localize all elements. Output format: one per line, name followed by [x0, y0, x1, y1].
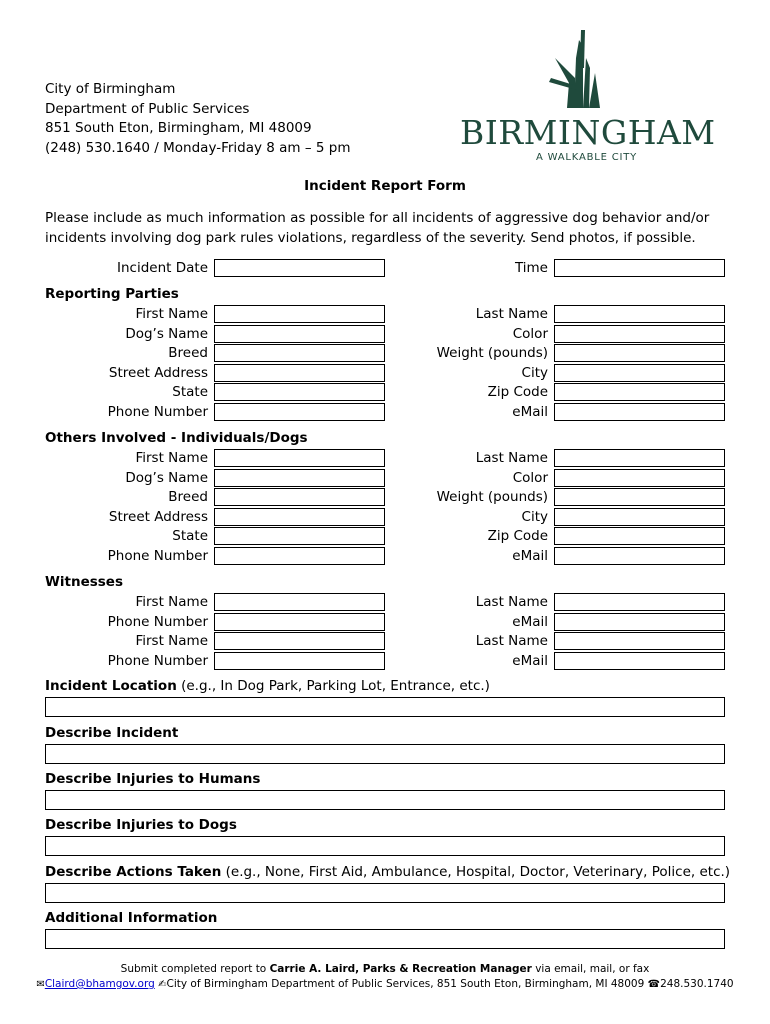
incident-date-label: Incident Date	[117, 260, 208, 276]
describe-actions-taken-field[interactable]	[45, 883, 725, 903]
others-weight-pounds-field-3[interactable]	[554, 488, 725, 506]
logo-tagline: A WALKABLE CITY	[536, 152, 638, 163]
reporting-zip-code-field-5[interactable]	[554, 383, 725, 401]
incident-date-field[interactable]	[214, 259, 385, 277]
reporting-breed-field-3[interactable]	[214, 344, 385, 362]
fax-number: 248.530.1740	[660, 978, 734, 990]
additional-information-field[interactable]	[45, 929, 725, 949]
grass-icon	[455, 28, 720, 113]
describe-injuries-to-dogs-label: Describe Injuries to Dogs	[45, 817, 237, 833]
reporting-first-name-field-1[interactable]	[214, 305, 385, 323]
describe-injuries-to-dogs-field[interactable]	[45, 836, 725, 856]
describe-actions-taken-label: Describe Actions Taken	[45, 864, 222, 880]
reporting-color-label-2: Color	[512, 325, 548, 342]
email-icon: ✉	[36, 979, 45, 990]
describe-incident-heading	[45, 725, 178, 741]
describe-injuries-to-dogs-heading	[45, 817, 237, 833]
reporting-color-field-2[interactable]	[554, 325, 725, 343]
reporting-state-field-5[interactable]	[214, 383, 385, 401]
others-state-field-5[interactable]	[214, 527, 385, 545]
others-color-label-2: Color	[512, 469, 548, 486]
reporting-zip-code-label-5: Zip Code	[487, 384, 548, 400]
describe-actions-taken-heading	[45, 864, 730, 880]
witness-phone-number-field-4[interactable]	[214, 652, 385, 670]
others-breed-label-3: Breed	[168, 489, 208, 505]
reporting-city-field-4[interactable]	[554, 364, 725, 382]
others-phone-number-field-6[interactable]	[214, 547, 385, 565]
reporting-weight-pounds-field-3[interactable]	[554, 344, 725, 362]
witness-email-label-4: eMail	[512, 652, 548, 669]
others-email-field-6[interactable]	[554, 547, 725, 565]
reporting-state-label-5: State	[172, 384, 208, 400]
others-first-name-field-1[interactable]	[214, 449, 385, 467]
others-zip-code-label-5: Zip Code	[487, 528, 548, 544]
others-involved-heading: Others Involved - Individuals/Dogs	[45, 430, 308, 446]
witness-last-name-label-1: Last Name	[475, 594, 548, 610]
witness-first-name-field-1[interactable]	[214, 593, 385, 611]
others-dogs-name-label-2: Dog’s Name	[125, 469, 208, 486]
others-last-name-field-1[interactable]	[554, 449, 725, 467]
header-address-block	[45, 80, 351, 158]
witness-email-field-4[interactable]	[554, 652, 725, 670]
reporting-weight-pounds-label-3: Weight (pounds)	[436, 345, 548, 361]
witness-last-name-field-3[interactable]	[554, 632, 725, 650]
phone-hours: (248) 530.1640 / Monday-Friday 8 am – 5 pm	[45, 139, 351, 156]
others-last-name-label-1: Last Name	[475, 450, 548, 466]
reporting-city-label-4: City	[521, 364, 548, 381]
form-title: Incident Report Form	[304, 178, 466, 194]
others-state-label-5: State	[172, 528, 208, 544]
footer-submit-line: Submit completed report to Carrie A. Laird, Parks & Recreation Manager via email, mail, or fax	[120, 963, 650, 975]
reporting-last-name-field-1[interactable]	[554, 305, 725, 323]
email-link[interactable]: Claird@bhamgov.org	[44, 978, 155, 990]
additional-information-heading	[45, 910, 217, 926]
reporting-dogs-name-field-2[interactable]	[214, 325, 385, 343]
others-phone-number-label-6: Phone Number	[107, 547, 208, 564]
describe-injuries-to-humans-field[interactable]	[45, 790, 725, 810]
department-name: Department of Public Services	[45, 100, 250, 117]
witnesses-heading: Witnesses	[45, 574, 124, 590]
mail-address: City of Birmingham Department of Public Services, 851 South Eton, Birmingham, MI 48009	[166, 978, 645, 990]
witness-first-name-label-1: First Name	[135, 594, 208, 610]
witness-email-label-2: eMail	[512, 613, 548, 630]
witness-last-name-field-1[interactable]	[554, 593, 725, 611]
describe-incident-label: Describe Incident	[45, 725, 179, 741]
reporting-breed-label-3: Breed	[168, 345, 208, 361]
reporting-first-name-label-1: First Name	[135, 306, 208, 322]
others-color-field-2[interactable]	[554, 469, 725, 487]
describe-injuries-to-humans-heading	[45, 771, 260, 787]
manager-name: Carrie A. Laird, Parks & Recreation Manager	[269, 963, 532, 975]
org-name: City of Birmingham	[45, 81, 176, 97]
witness-first-name-field-3[interactable]	[214, 632, 385, 650]
additional-information-label: Additional Information	[45, 910, 218, 926]
others-first-name-label-1: First Name	[135, 450, 208, 466]
witness-last-name-label-3: Last Name	[475, 633, 548, 649]
describe-actions-taken-hint: (e.g., None, First Aid, Ambulance, Hospital, Doctor, Veterinary, Police, etc.)	[221, 864, 731, 880]
logo-wordmark: BIRMINGHAM	[460, 113, 716, 152]
incident-location-heading	[45, 678, 490, 694]
others-breed-field-3[interactable]	[214, 488, 385, 506]
witness-email-field-2[interactable]	[554, 613, 725, 631]
witness-phone-number-label-4: Phone Number	[107, 652, 208, 669]
reporting-street-address-field-4[interactable]	[214, 364, 385, 382]
birmingham-logo	[455, 28, 720, 168]
others-city-label-4: City	[521, 508, 548, 525]
incident-location-hint: (e.g., In Dog Park, Parking Lot, Entrance, etc.)	[176, 678, 490, 694]
fax-icon: ☎	[647, 979, 661, 990]
reporting-phone-number-label-6: Phone Number	[107, 403, 208, 420]
reporting-last-name-label-1: Last Name	[475, 306, 548, 322]
time-field[interactable]	[554, 259, 725, 277]
reporting-street-address-label-4: Street Address	[108, 364, 208, 381]
mail-icon: ✍	[158, 979, 167, 990]
time-label: Time	[514, 260, 548, 276]
reporting-email-label-6: eMail	[512, 403, 548, 420]
others-street-address-field-4[interactable]	[214, 508, 385, 526]
others-weight-pounds-label-3: Weight (pounds)	[436, 489, 548, 505]
street-address: 851 South Eton, Birmingham, MI 48009	[45, 120, 312, 136]
others-dogs-name-field-2[interactable]	[214, 469, 385, 487]
footer-contact-line	[0, 978, 770, 990]
others-zip-code-field-5[interactable]	[554, 527, 725, 545]
reporting-dogs-name-label-2: Dog’s Name	[125, 325, 208, 342]
describe-incident-field[interactable]	[45, 744, 725, 764]
others-city-field-4[interactable]	[554, 508, 725, 526]
incident-location-label: Incident Location	[45, 678, 177, 694]
witness-phone-number-label-2: Phone Number	[107, 613, 208, 630]
witness-phone-number-field-2[interactable]	[214, 613, 385, 631]
reporting-email-field-6[interactable]	[554, 403, 725, 421]
intro-text: Please include as much information as possible for all incidents of aggressive dog behavior and/or incidents involving dog park rules violations, regardless of the severity. Send photos, if possible.	[45, 210, 710, 246]
incident-location-field[interactable]	[45, 697, 725, 717]
others-street-address-label-4: Street Address	[108, 508, 208, 525]
others-email-label-6: eMail	[512, 547, 548, 564]
reporting-phone-number-field-6[interactable]	[214, 403, 385, 421]
reporting-parties-heading: Reporting Parties	[45, 286, 179, 302]
witness-first-name-label-3: First Name	[135, 633, 208, 649]
describe-injuries-to-humans-label: Describe Injuries to Humans	[45, 771, 261, 787]
